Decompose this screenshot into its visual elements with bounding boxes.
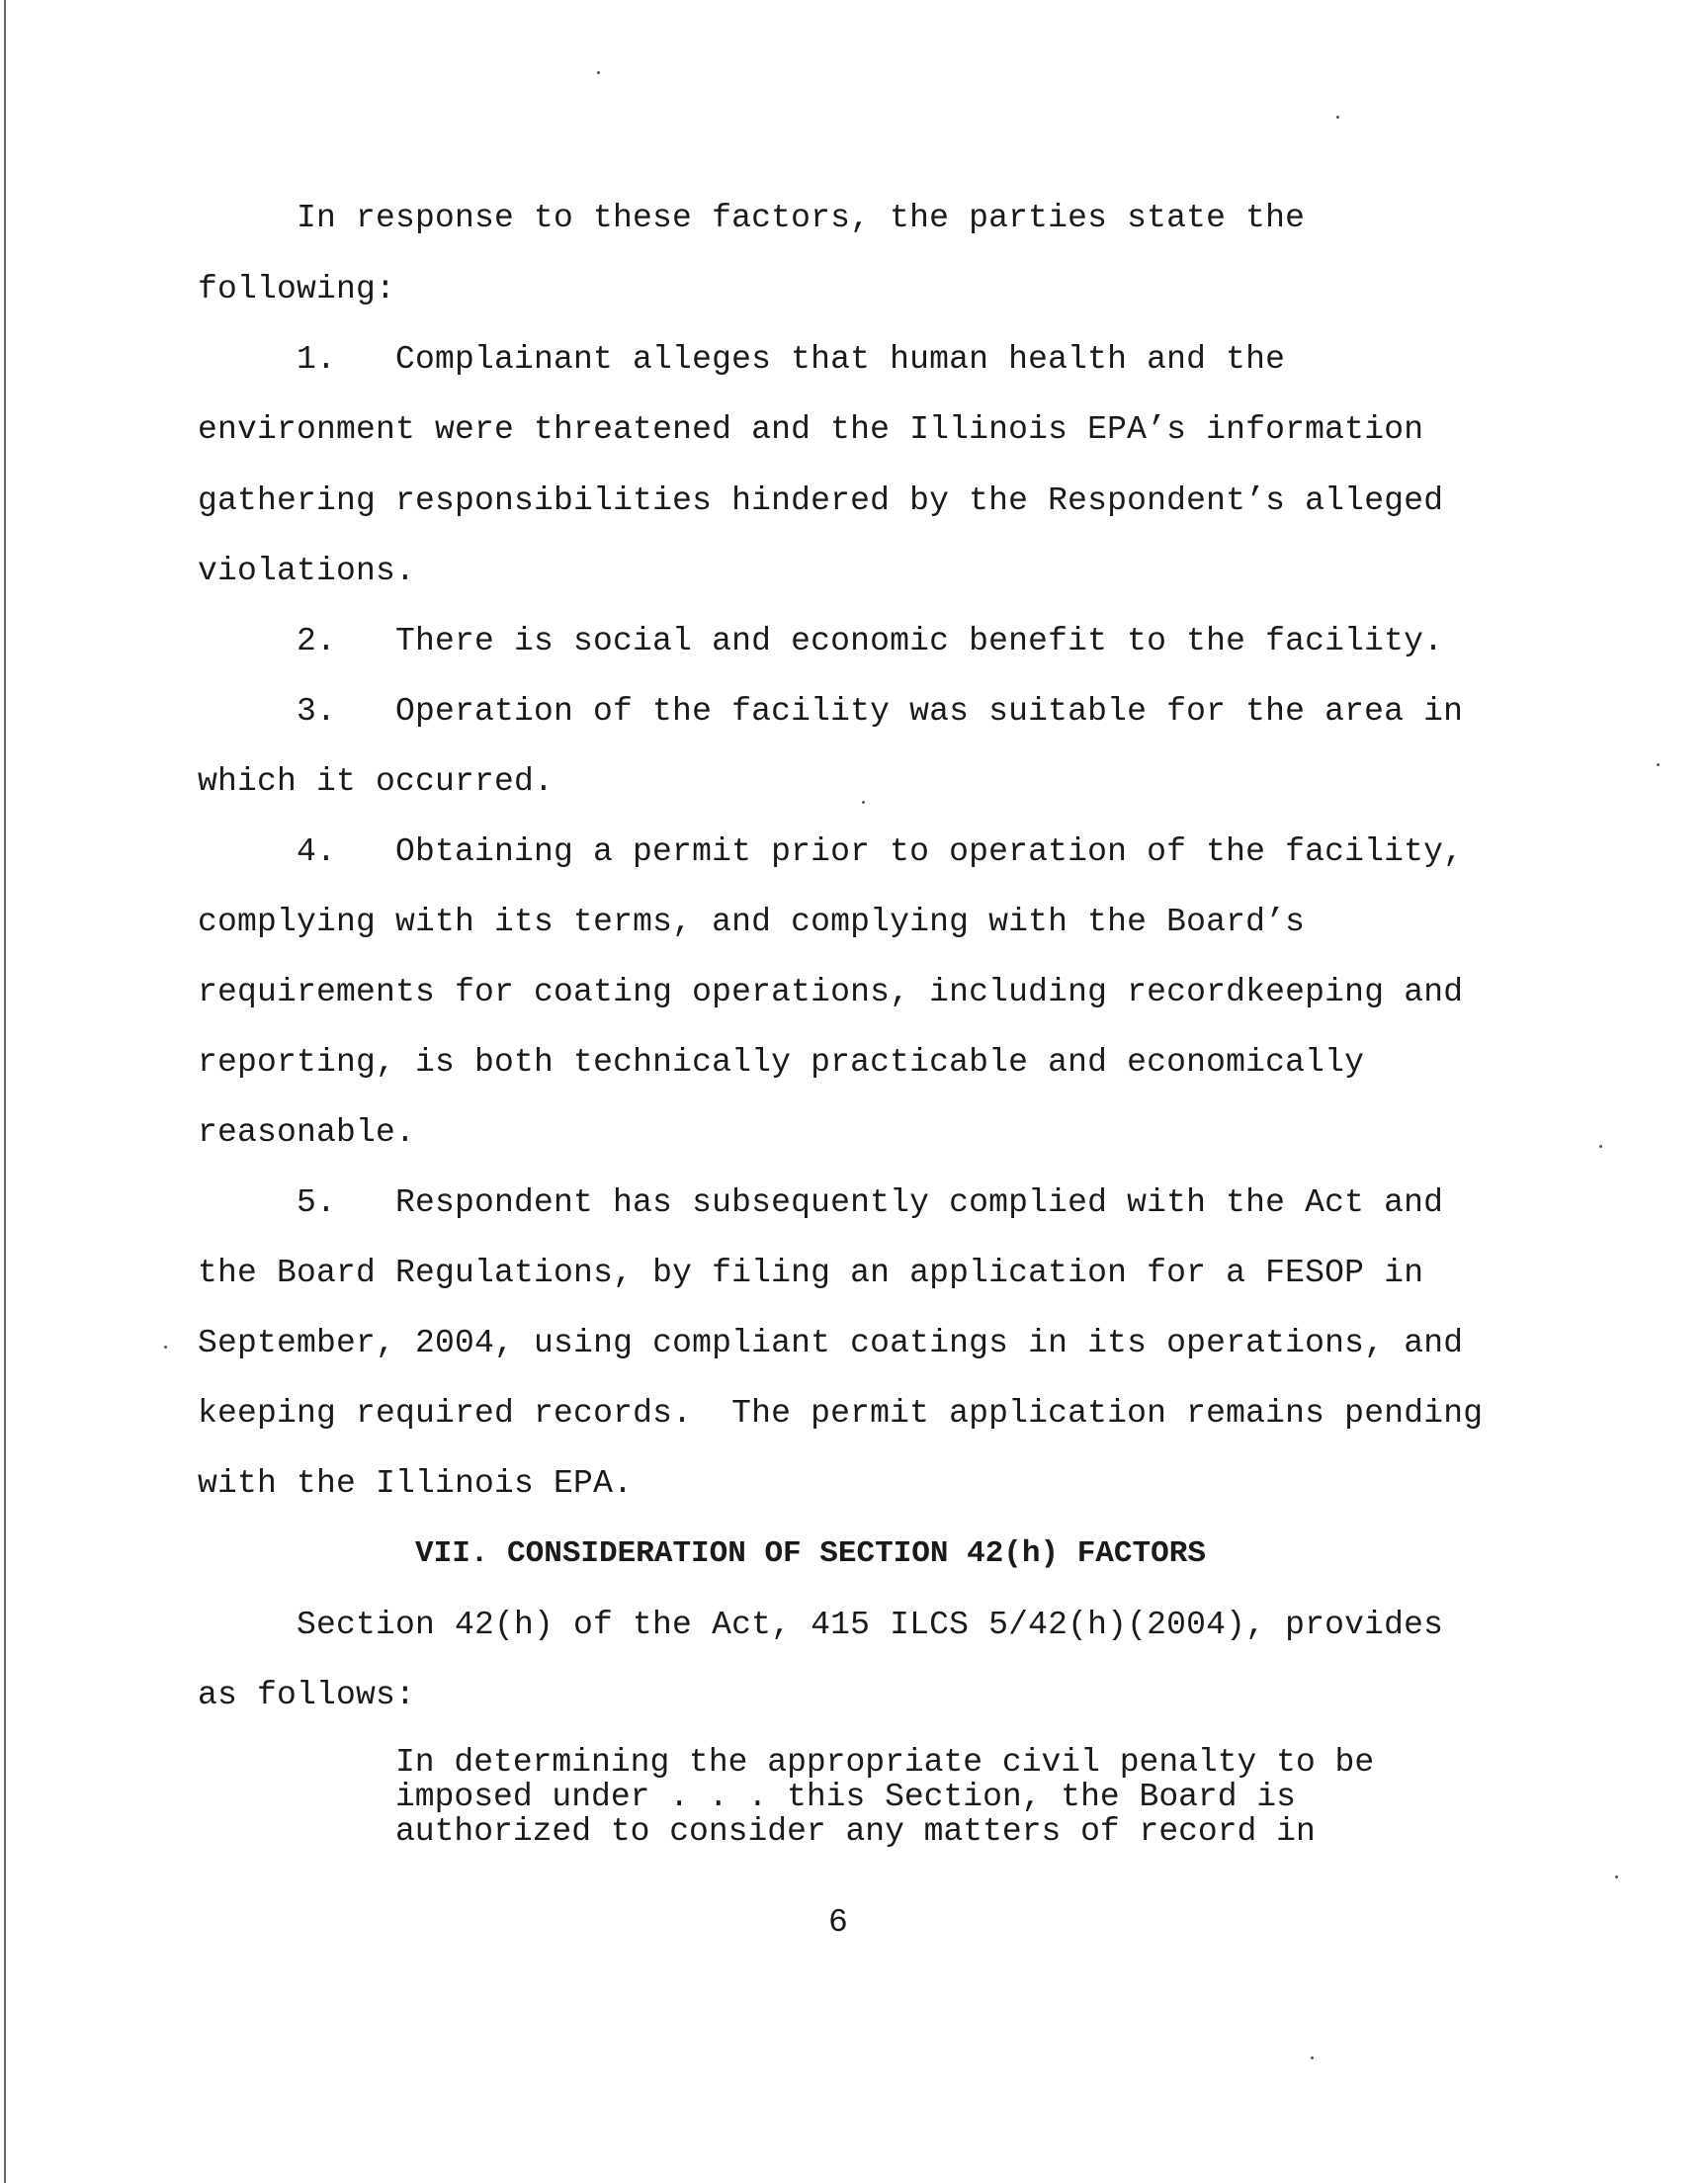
item2-line-1: 2. There is social and economic benefit to the facility. bbox=[297, 623, 1444, 659]
item4-line-4: reporting, is both technically practicable and economically bbox=[198, 1044, 1365, 1081]
section-paragraph-line-1: Section 42(h) of the Act, 415 ILCS 5/42(h)(2004), provides bbox=[297, 1607, 1444, 1643]
scan-edge-line bbox=[4, 0, 6, 2183]
item5-line-1: 5. Respondent has subsequently complied with the Act and bbox=[297, 1184, 1444, 1221]
block-quote-line-3: authorized to consider any matters of record in bbox=[395, 1813, 1316, 1850]
item3-line-2: which it occurred. bbox=[198, 763, 555, 800]
item1-line-4: violations. bbox=[198, 553, 416, 589]
page-number: 6 bbox=[828, 1904, 848, 1941]
item1-line-1: 1. Complainant alleges that human health and the bbox=[297, 341, 1286, 378]
intro-line-2: following: bbox=[198, 271, 396, 307]
block-quote-line-2: imposed under . . . this Section, the Board is bbox=[395, 1779, 1296, 1815]
item1-line-3: gathering responsibilities hindered by the Respondent’s alleged bbox=[198, 482, 1444, 519]
section-paragraph-line-2: as follows: bbox=[198, 1677, 416, 1713]
item3-line-1: 3. Operation of the facility was suitable for the area in bbox=[297, 693, 1464, 730]
scan-speck bbox=[1615, 1876, 1618, 1878]
section-heading: VII. CONSIDERATION OF SECTION 42(h) FACTORS bbox=[415, 1536, 1206, 1571]
scan-speck bbox=[1657, 763, 1660, 766]
scan-speck bbox=[1599, 1145, 1602, 1148]
item5-line-2: the Board Regulations, by filing an application for a FESOP in bbox=[198, 1255, 1424, 1291]
scan-speck bbox=[1336, 116, 1339, 119]
item1-line-2: environment were threatened and the Illinois EPA’s information bbox=[198, 411, 1424, 448]
scan-speck bbox=[862, 801, 865, 804]
item4-line-2: complying with its terms, and complying with the Board’s bbox=[198, 904, 1306, 940]
scan-speck bbox=[1311, 2056, 1314, 2059]
block-quote-line-1: In determining the appropriate civil penalty to be bbox=[395, 1744, 1375, 1781]
scan-speck bbox=[164, 1346, 167, 1349]
item4-line-5: reasonable. bbox=[198, 1114, 416, 1151]
item5-line-4: keeping required records. The permit application remains pending bbox=[198, 1395, 1484, 1432]
item5-line-5: with the Illinois EPA. bbox=[198, 1465, 634, 1502]
intro-line-1: In response to these factors, the parties state the bbox=[297, 200, 1306, 236]
scan-speck bbox=[597, 71, 600, 74]
item5-line-3: September, 2004, using compliant coatings in its operations, and bbox=[198, 1325, 1464, 1361]
item4-line-1: 4. Obtaining a permit prior to operation of the facility, bbox=[297, 833, 1464, 870]
item4-line-3: requirements for coating operations, including recordkeeping and bbox=[198, 974, 1464, 1010]
